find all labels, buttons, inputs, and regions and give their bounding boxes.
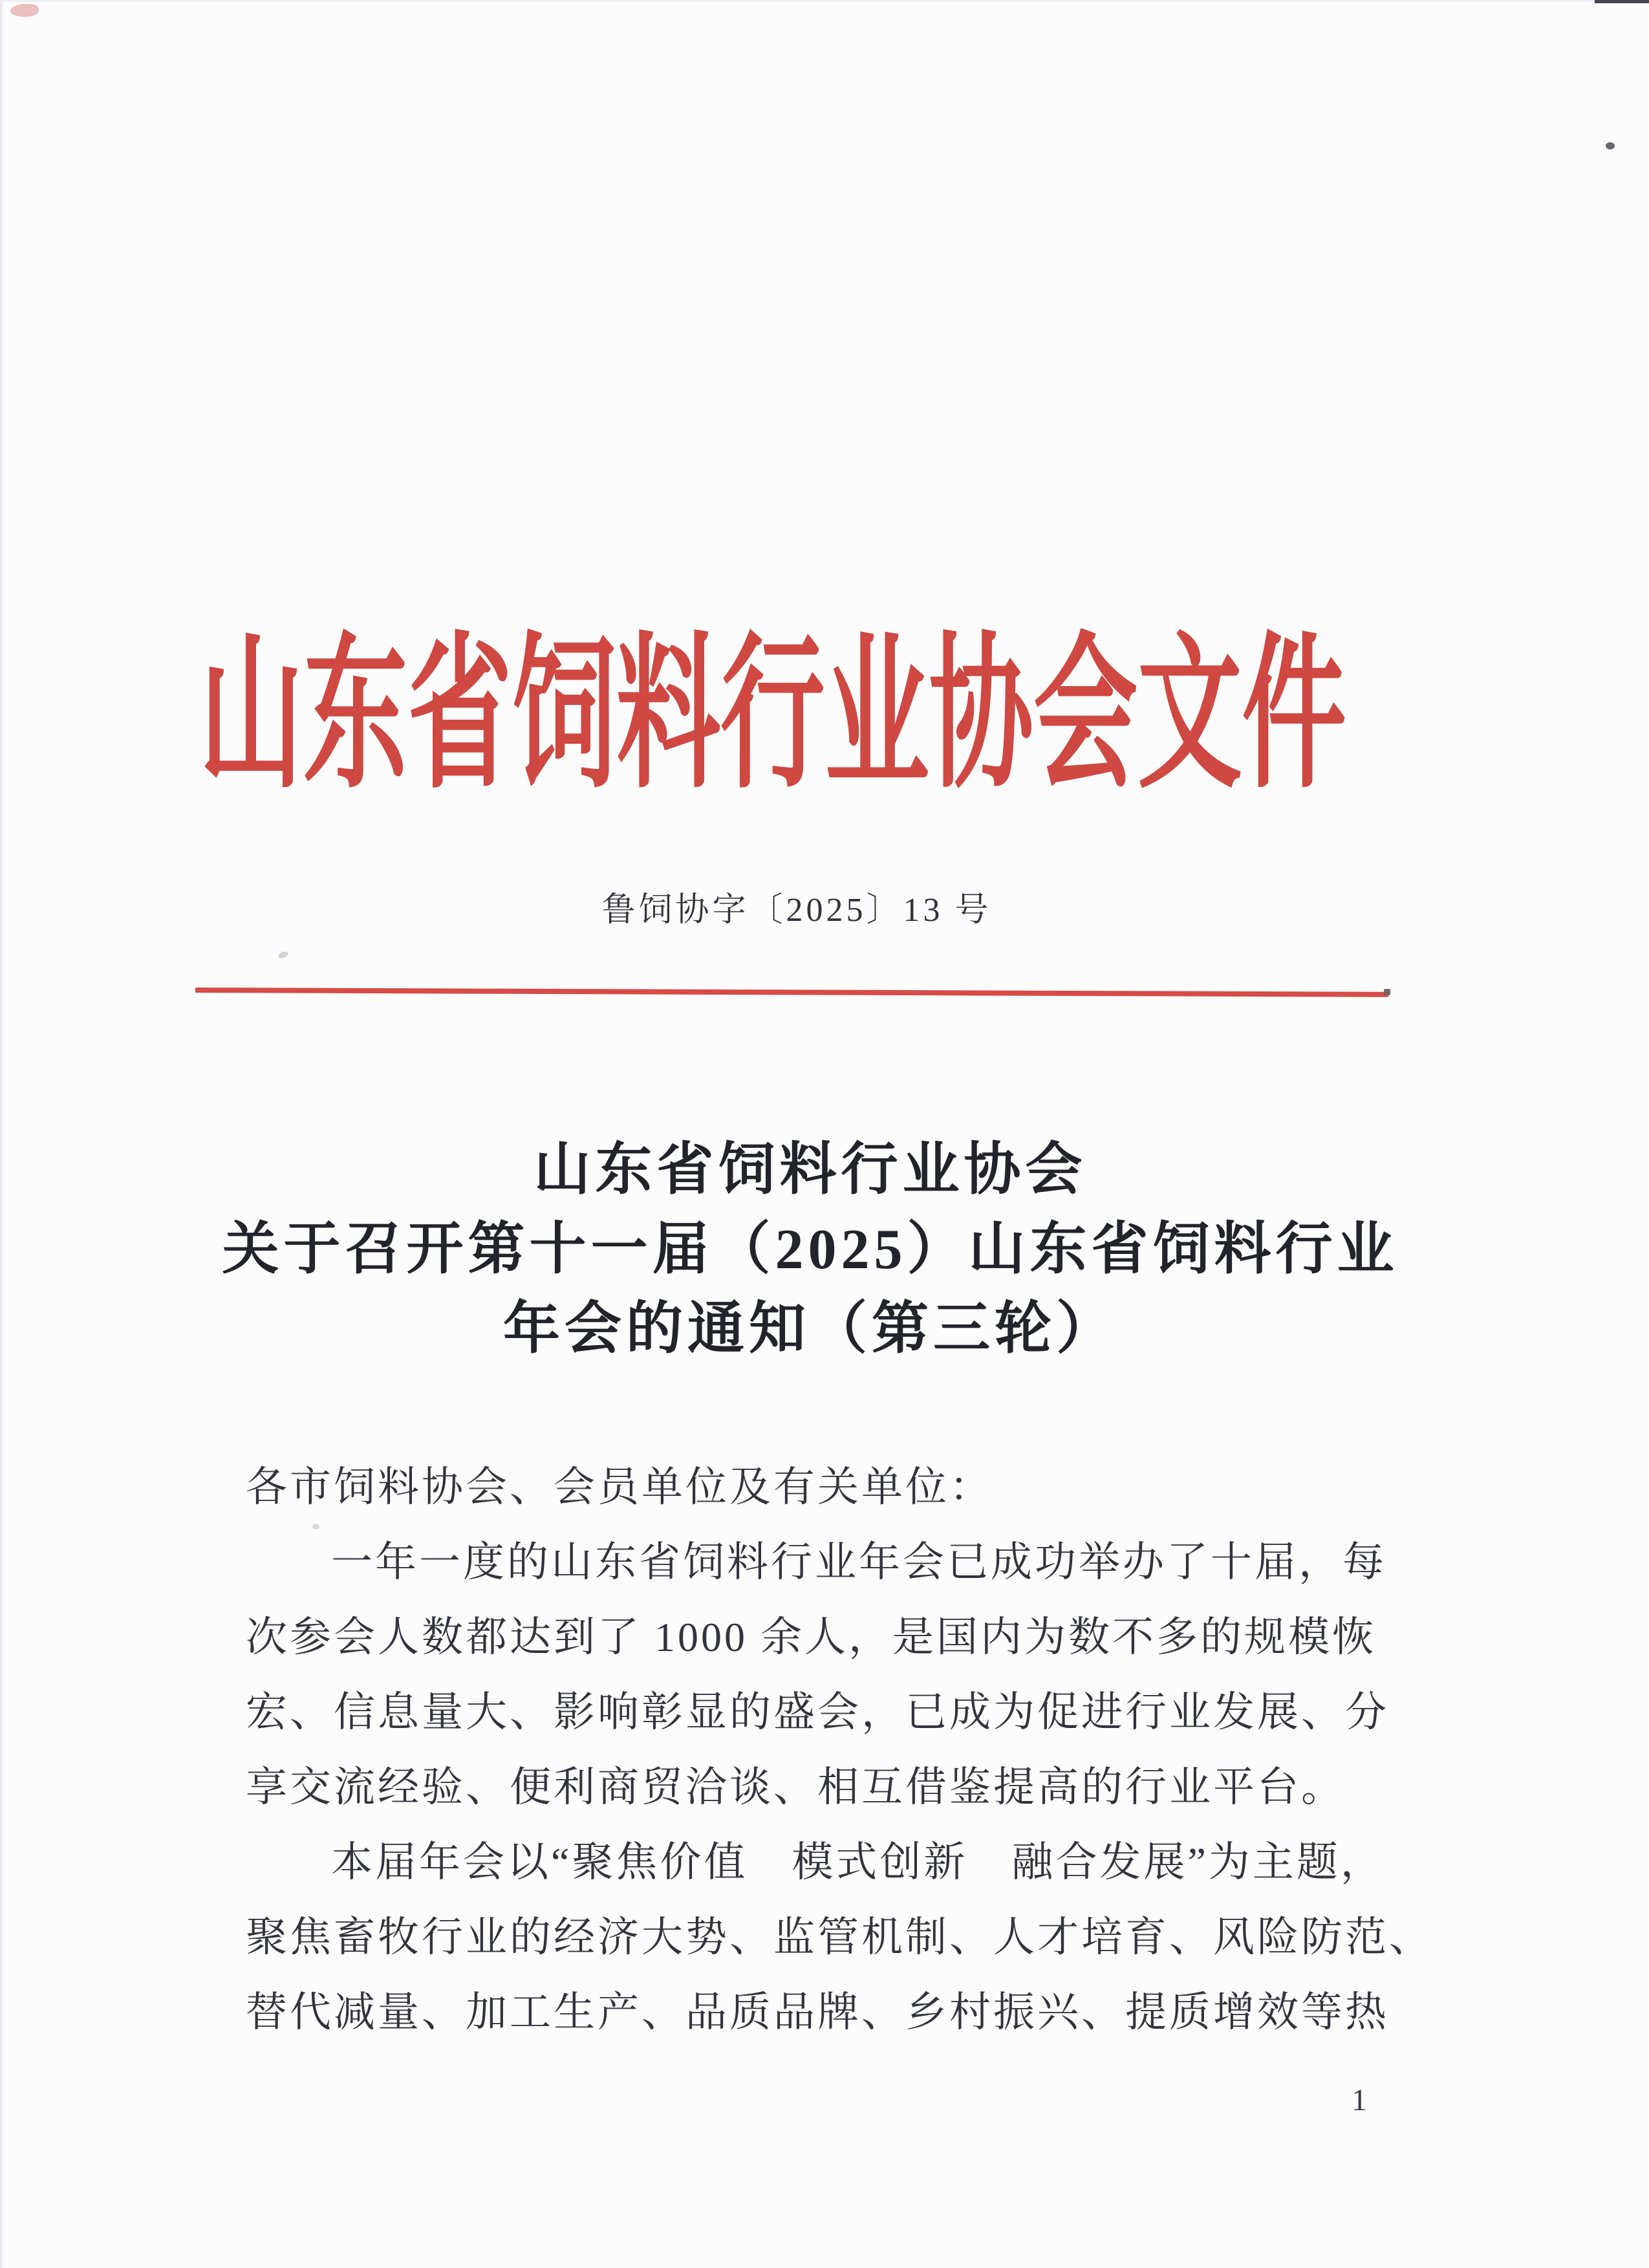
scan-edge-left bbox=[0, 0, 4, 2268]
scan-speck-top-left bbox=[10, 4, 39, 17]
notice-body bbox=[246, 1450, 1433, 2050]
letterhead-banner bbox=[199, 623, 1649, 808]
page-number: 1 bbox=[1352, 2083, 1367, 2117]
letterhead-banner-text: 山东省饲料行业协会文件 bbox=[199, 623, 1346, 808]
notice-title-line-1: 山东省饲料行业协会 bbox=[534, 1139, 1087, 1202]
salutation-line: 各市饲料协会、会员单位及有关单位： bbox=[246, 1464, 993, 1510]
body-line: 次参会人数都达到了 1000 余人，是国内为数不多的规模恢 bbox=[246, 1614, 1376, 1660]
document-number: 鲁饲协字〔2025〕13 号 bbox=[601, 892, 992, 929]
red-separator-rule bbox=[195, 988, 1388, 997]
body-line: 享交流经验、便利商贸洽谈、相互借鉴提高的行业平台。 bbox=[246, 1764, 1345, 1810]
scan-edge-top bbox=[0, 0, 1649, 2]
body-line: 一年一度的山东省饲料行业年会已成功举办了十届，每 bbox=[331, 1539, 1386, 1585]
body-line: 替代减量、加工生产、品质品牌、乡村振兴、提质增效等热 bbox=[246, 1989, 1389, 2035]
body-line: 宏、信息量大、影响彰显的盛会，已成为促进行业发展、分 bbox=[246, 1689, 1389, 1735]
scan-edge-top-right-strip bbox=[1595, 0, 1649, 3]
notice-title-line-3: 年会的通知（第三轮） bbox=[502, 1298, 1118, 1361]
body-line: 聚焦畜牧行业的经济大势、监管机制、人才培育、风险防范、 bbox=[246, 1914, 1433, 1960]
rule-end-artifact bbox=[1384, 989, 1390, 995]
scan-speck-above-rule bbox=[277, 951, 289, 960]
scan-speck-right bbox=[1606, 142, 1615, 149]
notice-title bbox=[222, 1130, 1398, 1369]
notice-title-line-2: 关于召开第十一届（2025）山东省饲料行业 bbox=[222, 1218, 1399, 1281]
body-line: 本届年会以“聚焦价值 模式创新 融合发展”为主题， bbox=[331, 1839, 1385, 1885]
